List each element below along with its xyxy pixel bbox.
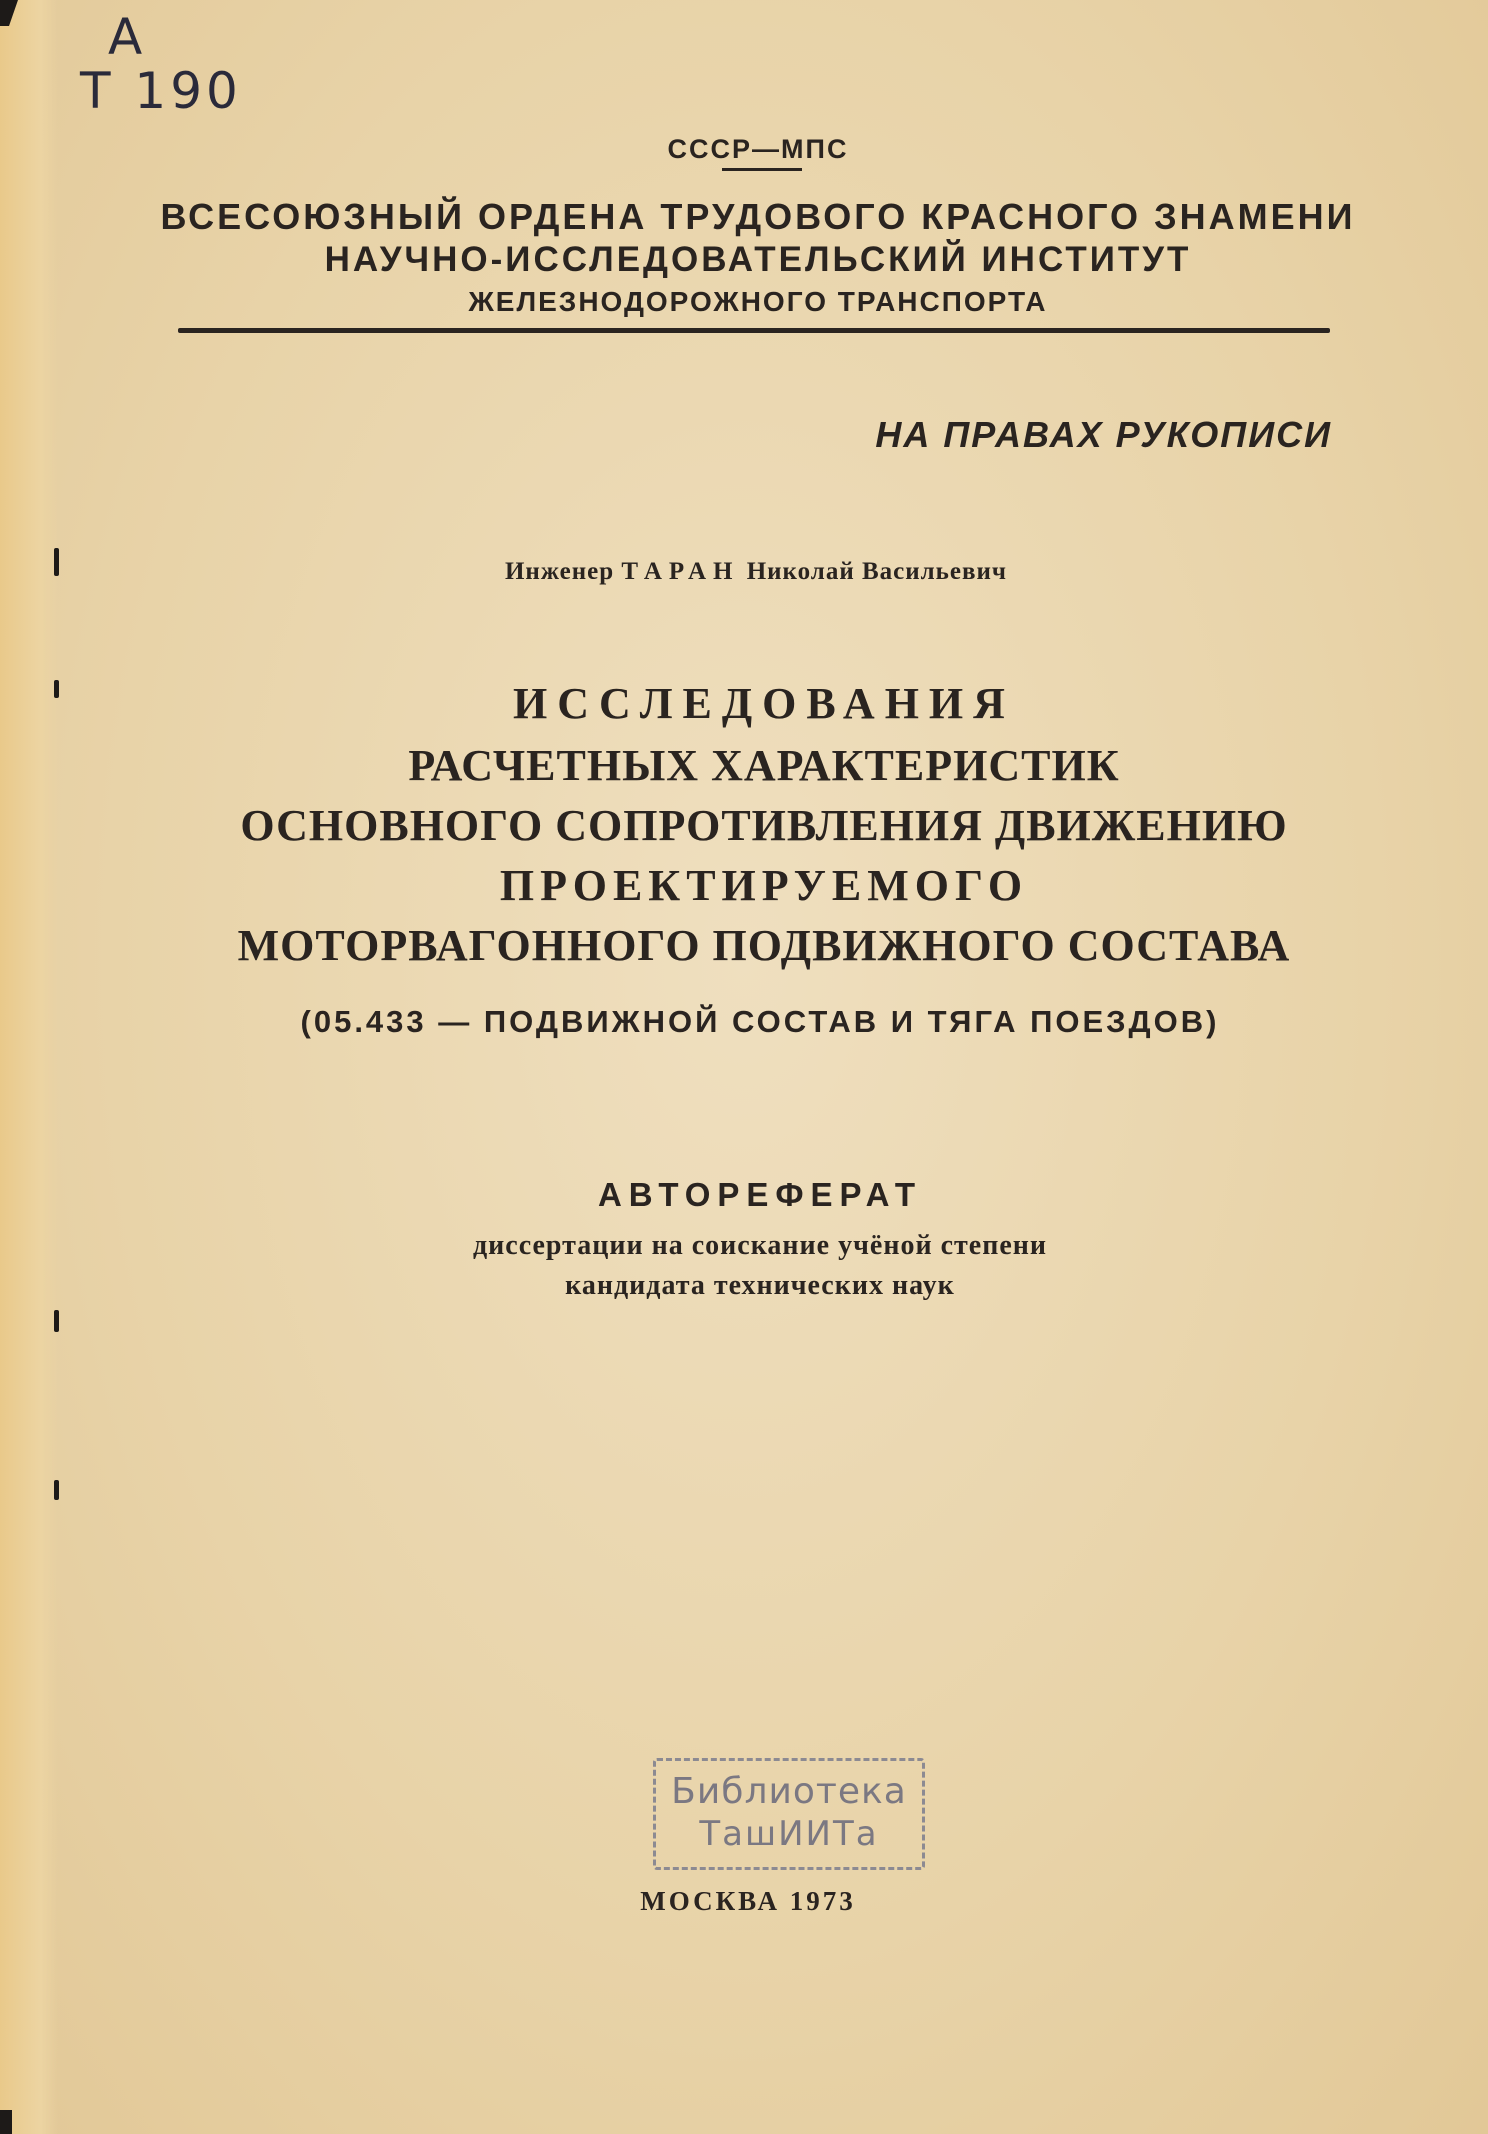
page-left-edge bbox=[0, 0, 58, 2134]
abstract-heading: АВТОРЕФЕРАТ bbox=[597, 1176, 923, 1213]
edge-tick bbox=[54, 1310, 59, 1332]
author-given-name: Николай Васильевич bbox=[746, 558, 1008, 585]
handwritten-letter: А bbox=[108, 8, 145, 66]
author-line bbox=[0, 558, 1488, 586]
imprint-city-year: МОСКВА 1973 bbox=[640, 1886, 856, 1916]
manuscript-note: НА ПРАВАХ РУКОПИСИ bbox=[875, 414, 1332, 455]
author-title: Инженер bbox=[504, 558, 615, 585]
org-ministry-underline bbox=[722, 168, 802, 171]
specialty-code: (05.433 — ПОДВИЖНОЙ СОСТАВ И ТЯГА ПОЕЗДОВ) bbox=[300, 1004, 1220, 1039]
corner-mark-bottom bbox=[0, 2110, 12, 2134]
stamp-line-2: ТашИИТа bbox=[699, 1814, 879, 1854]
header-divider bbox=[178, 328, 1330, 333]
title-line-1: ИССЛЕДОВАНИЯ bbox=[513, 679, 1015, 728]
library-stamp bbox=[653, 1758, 925, 1870]
corner-mark-top bbox=[0, 0, 18, 26]
org-name-line-3: ЖЕЛЕЗНОДОРОЖНОГО ТРАНСПОРТА bbox=[468, 286, 1048, 317]
title-line-2: РАСЧЕТНЫХ ХАРАКТЕРИСТИК bbox=[408, 741, 1120, 790]
title-line-3: ОСНОВНОГО СОПРОТИВЛЕНИЯ ДВИЖЕНИЮ bbox=[240, 801, 1288, 850]
abstract-line-2: кандидата технических наук bbox=[565, 1270, 955, 1301]
org-ministry: СССР—МПС bbox=[667, 134, 849, 164]
title-line-5: МОТОРВАГОННОГО ПОДВИЖНОГО СОСТАВА bbox=[237, 921, 1291, 970]
abstract-line-1: диссертации на соискание учёной степени bbox=[472, 1230, 1048, 1261]
org-name-line-1: ВСЕСОЮЗНЫЙ ОРДЕНА ТРУДОВОГО КРАСНОГО ЗНАМЕНИ bbox=[160, 196, 1356, 237]
org-name-line-2: НАУЧНО-ИССЛЕДОВАТЕЛЬСКИЙ ИНСТИТУТ bbox=[324, 240, 1192, 279]
edge-tick bbox=[54, 1480, 59, 1500]
stamp-line-1: Библиотека bbox=[671, 1771, 907, 1812]
handwritten-shelf-number: Т 190 bbox=[80, 62, 242, 120]
title-line-4: ПРОЕКТИРУЕМОГО bbox=[499, 861, 1029, 910]
author-surname: ТАРАН bbox=[621, 558, 740, 585]
